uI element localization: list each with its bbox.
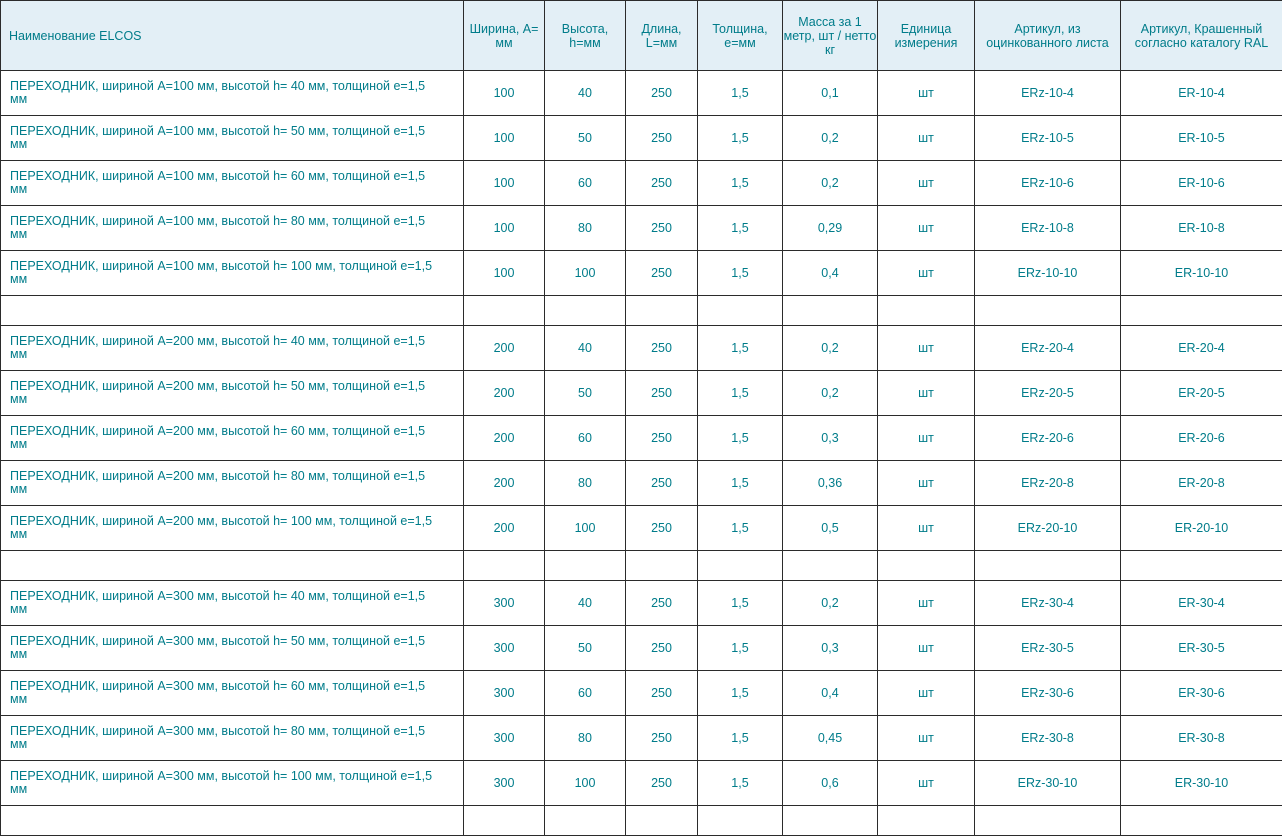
cell-thickness: 1,5 [698,116,783,161]
cell-width: 100 [464,251,545,296]
cell-article-ral: ER-10-6 [1121,161,1282,206]
table-row [1,206,1282,251]
cell-width: 200 [464,371,545,416]
cell-article-galvanized: ERz-30-8 [975,716,1121,761]
header-height: Высота, h=мм [545,1,626,71]
cell-article-ral: ER-20-5 [1121,371,1282,416]
table-row [1,416,1282,461]
cell-thickness: 1,5 [698,626,783,671]
cell-mass: 0,2 [783,581,878,626]
cell-height: 100 [545,251,626,296]
cell-unit: шт [878,71,975,116]
cell-mass: 0,4 [783,671,878,716]
cell-thickness: 1,5 [698,461,783,506]
cell-length: 250 [626,581,698,626]
cell-height: 50 [545,626,626,671]
cell-name: ПЕРЕХОДНИК, шириной А=300 мм, высотой h= 80 мм, толщиной е=1,5 мм [1,716,464,761]
cell-height: 40 [545,71,626,116]
cell-article-galvanized: ERz-10-8 [975,206,1121,251]
cell-unit: шт [878,761,975,806]
cell-article-galvanized: ERz-20-10 [975,506,1121,551]
cell-width: 100 [464,161,545,206]
cell-height: 100 [545,506,626,551]
cell-thickness: 1,5 [698,416,783,461]
empty-cell [783,296,878,326]
empty-cell [464,551,545,581]
table-row [1,506,1282,551]
cell-mass: 0,36 [783,461,878,506]
header-thickness: Толщина, е=мм [698,1,783,71]
header-article-galvanized: Артикул, из оцинкованного листа [975,1,1121,71]
cell-length: 250 [626,206,698,251]
empty-cell [545,806,626,836]
table-row [1,671,1282,716]
cell-unit: шт [878,416,975,461]
cell-unit: шт [878,251,975,296]
cell-name: ПЕРЕХОДНИК, шириной А=100 мм, высотой h= 50 мм, толщиной е=1,5 мм [1,116,464,161]
cell-article-galvanized: ERz-30-4 [975,581,1121,626]
cell-length: 250 [626,626,698,671]
cell-article-ral: ER-10-5 [1121,116,1282,161]
table-row [1,581,1282,626]
cell-width: 200 [464,461,545,506]
table-row [1,371,1282,416]
cell-article-ral: ER-10-4 [1121,71,1282,116]
cell-name: ПЕРЕХОДНИК, шириной А=200 мм, высотой h= 40 мм, толщиной е=1,5 мм [1,326,464,371]
cell-height: 60 [545,416,626,461]
cell-length: 250 [626,71,698,116]
cell-article-ral: ER-20-10 [1121,506,1282,551]
cell-name: ПЕРЕХОДНИК, шириной А=300 мм, высотой h= 40 мм, толщиной е=1,5 мм [1,581,464,626]
cell-name: ПЕРЕХОДНИК, шириной А=100 мм, высотой h= 40 мм, толщиной е=1,5 мм [1,71,464,116]
cell-article-galvanized: ERz-30-5 [975,626,1121,671]
empty-cell [698,551,783,581]
empty-cell [783,806,878,836]
cell-width: 100 [464,206,545,251]
cell-height: 100 [545,761,626,806]
separator-row [1,551,1282,581]
cell-width: 200 [464,506,545,551]
header-mass: Масса за 1 метр, шт / нетто кг [783,1,878,71]
cell-name: ПЕРЕХОДНИК, шириной А=300 мм, высотой h= 100 мм, толщиной е=1,5 мм [1,761,464,806]
cell-article-ral: ER-30-4 [1121,581,1282,626]
cell-unit: шт [878,461,975,506]
cell-article-ral: ER-10-8 [1121,206,1282,251]
cell-name: ПЕРЕХОДНИК, шириной А=200 мм, высотой h= 80 мм, толщиной е=1,5 мм [1,461,464,506]
cell-article-galvanized: ERz-30-6 [975,671,1121,716]
separator-row [1,806,1282,836]
table-row [1,626,1282,671]
header-row [1,1,1282,71]
cell-name: ПЕРЕХОДНИК, шириной А=100 мм, высотой h= 80 мм, толщиной е=1,5 мм [1,206,464,251]
cell-width: 300 [464,626,545,671]
empty-cell [975,806,1121,836]
empty-cell [975,551,1121,581]
cell-article-ral: ER-20-8 [1121,461,1282,506]
cell-article-ral: ER-30-8 [1121,716,1282,761]
cell-length: 250 [626,461,698,506]
empty-cell [545,551,626,581]
cell-length: 250 [626,116,698,161]
cell-width: 100 [464,71,545,116]
cell-article-galvanized: ERz-20-6 [975,416,1121,461]
cell-mass: 0,2 [783,326,878,371]
cell-height: 50 [545,371,626,416]
empty-cell [545,296,626,326]
table-body [1,71,1282,836]
cell-height: 80 [545,206,626,251]
cell-unit: шт [878,371,975,416]
cell-name: ПЕРЕХОДНИК, шириной А=200 мм, высотой h= 50 мм, толщиной е=1,5 мм [1,371,464,416]
cell-width: 200 [464,416,545,461]
empty-cell [464,806,545,836]
cell-length: 250 [626,161,698,206]
cell-article-galvanized: ERz-20-4 [975,326,1121,371]
cell-article-galvanized: ERz-20-8 [975,461,1121,506]
separator-row [1,296,1282,326]
cell-unit: шт [878,716,975,761]
cell-article-ral: ER-10-10 [1121,251,1282,296]
empty-cell [1121,806,1282,836]
cell-unit: шт [878,206,975,251]
cell-mass: 0,3 [783,626,878,671]
cell-length: 250 [626,506,698,551]
cell-mass: 0,3 [783,416,878,461]
cell-length: 250 [626,761,698,806]
cell-thickness: 1,5 [698,206,783,251]
cell-thickness: 1,5 [698,671,783,716]
cell-thickness: 1,5 [698,326,783,371]
cell-thickness: 1,5 [698,581,783,626]
cell-height: 40 [545,326,626,371]
cell-mass: 0,6 [783,761,878,806]
cell-article-galvanized: ERz-20-5 [975,371,1121,416]
cell-thickness: 1,5 [698,371,783,416]
cell-width: 200 [464,326,545,371]
cell-width: 300 [464,581,545,626]
cell-length: 250 [626,716,698,761]
cell-mass: 0,2 [783,371,878,416]
cell-thickness: 1,5 [698,71,783,116]
cell-height: 80 [545,716,626,761]
table-header [1,1,1282,71]
cell-unit: шт [878,506,975,551]
cell-mass: 0,4 [783,251,878,296]
cell-unit: шт [878,161,975,206]
cell-mass: 0,29 [783,206,878,251]
cell-mass: 0,45 [783,716,878,761]
empty-cell [1121,296,1282,326]
cell-name: ПЕРЕХОДНИК, шириной А=300 мм, высотой h= 60 мм, толщиной е=1,5 мм [1,671,464,716]
cell-unit: шт [878,326,975,371]
cell-article-ral: ER-30-5 [1121,626,1282,671]
empty-cell [878,806,975,836]
cell-article-galvanized: ERz-10-4 [975,71,1121,116]
header-name: Наименование ELCOS [1,1,464,71]
cell-name: ПЕРЕХОДНИК, шириной А=200 мм, высотой h= 100 мм, толщиной е=1,5 мм [1,506,464,551]
cell-thickness: 1,5 [698,761,783,806]
cell-mass: 0,2 [783,116,878,161]
cell-unit: шт [878,626,975,671]
empty-cell [1,806,464,836]
cell-name: ПЕРЕХОДНИК, шириной А=300 мм, высотой h= 50 мм, толщиной е=1,5 мм [1,626,464,671]
cell-length: 250 [626,671,698,716]
cell-height: 80 [545,461,626,506]
cell-mass: 0,5 [783,506,878,551]
empty-cell [1121,551,1282,581]
cell-thickness: 1,5 [698,506,783,551]
header-unit: Единица измерения [878,1,975,71]
cell-unit: шт [878,581,975,626]
cell-article-ral: ER-20-4 [1121,326,1282,371]
cell-mass: 0,2 [783,161,878,206]
cell-article-galvanized: ERz-10-10 [975,251,1121,296]
table-row [1,116,1282,161]
empty-cell [698,806,783,836]
cell-height: 40 [545,581,626,626]
cell-width: 300 [464,761,545,806]
cell-thickness: 1,5 [698,251,783,296]
cell-width: 300 [464,671,545,716]
empty-cell [783,551,878,581]
table-row [1,716,1282,761]
table-row [1,71,1282,116]
table-row [1,161,1282,206]
cell-thickness: 1,5 [698,716,783,761]
cell-name: ПЕРЕХОДНИК, шириной А=200 мм, высотой h= 60 мм, толщиной е=1,5 мм [1,416,464,461]
cell-unit: шт [878,671,975,716]
cell-article-ral: ER-30-6 [1121,671,1282,716]
cell-length: 250 [626,251,698,296]
cell-height: 60 [545,671,626,716]
header-length: Длина, L=мм [626,1,698,71]
cell-width: 300 [464,716,545,761]
table-row [1,761,1282,806]
cell-name: ПЕРЕХОДНИК, шириной А=100 мм, высотой h= 60 мм, толщиной е=1,5 мм [1,161,464,206]
cell-article-ral: ER-20-6 [1121,416,1282,461]
empty-cell [698,296,783,326]
cell-article-galvanized: ERz-10-5 [975,116,1121,161]
empty-cell [1,551,464,581]
table-row [1,461,1282,506]
cell-article-galvanized: ERz-30-10 [975,761,1121,806]
cell-article-ral: ER-30-10 [1121,761,1282,806]
header-width: Ширина, А= мм [464,1,545,71]
cell-height: 50 [545,116,626,161]
cell-mass: 0,1 [783,71,878,116]
cell-length: 250 [626,371,698,416]
header-article-ral: Артикул, Крашенный согласно каталогу RAL [1121,1,1282,71]
cell-height: 60 [545,161,626,206]
empty-cell [1,296,464,326]
table-row [1,326,1282,371]
cell-name: ПЕРЕХОДНИК, шириной А=100 мм, высотой h= 100 мм, толщиной е=1,5 мм [1,251,464,296]
empty-cell [878,296,975,326]
cell-length: 250 [626,326,698,371]
empty-cell [626,551,698,581]
empty-cell [626,806,698,836]
cell-width: 100 [464,116,545,161]
empty-cell [626,296,698,326]
empty-cell [878,551,975,581]
cell-thickness: 1,5 [698,161,783,206]
cell-article-galvanized: ERz-10-6 [975,161,1121,206]
cell-unit: шт [878,116,975,161]
empty-cell [975,296,1121,326]
empty-cell [464,296,545,326]
table-row [1,251,1282,296]
cell-length: 250 [626,416,698,461]
